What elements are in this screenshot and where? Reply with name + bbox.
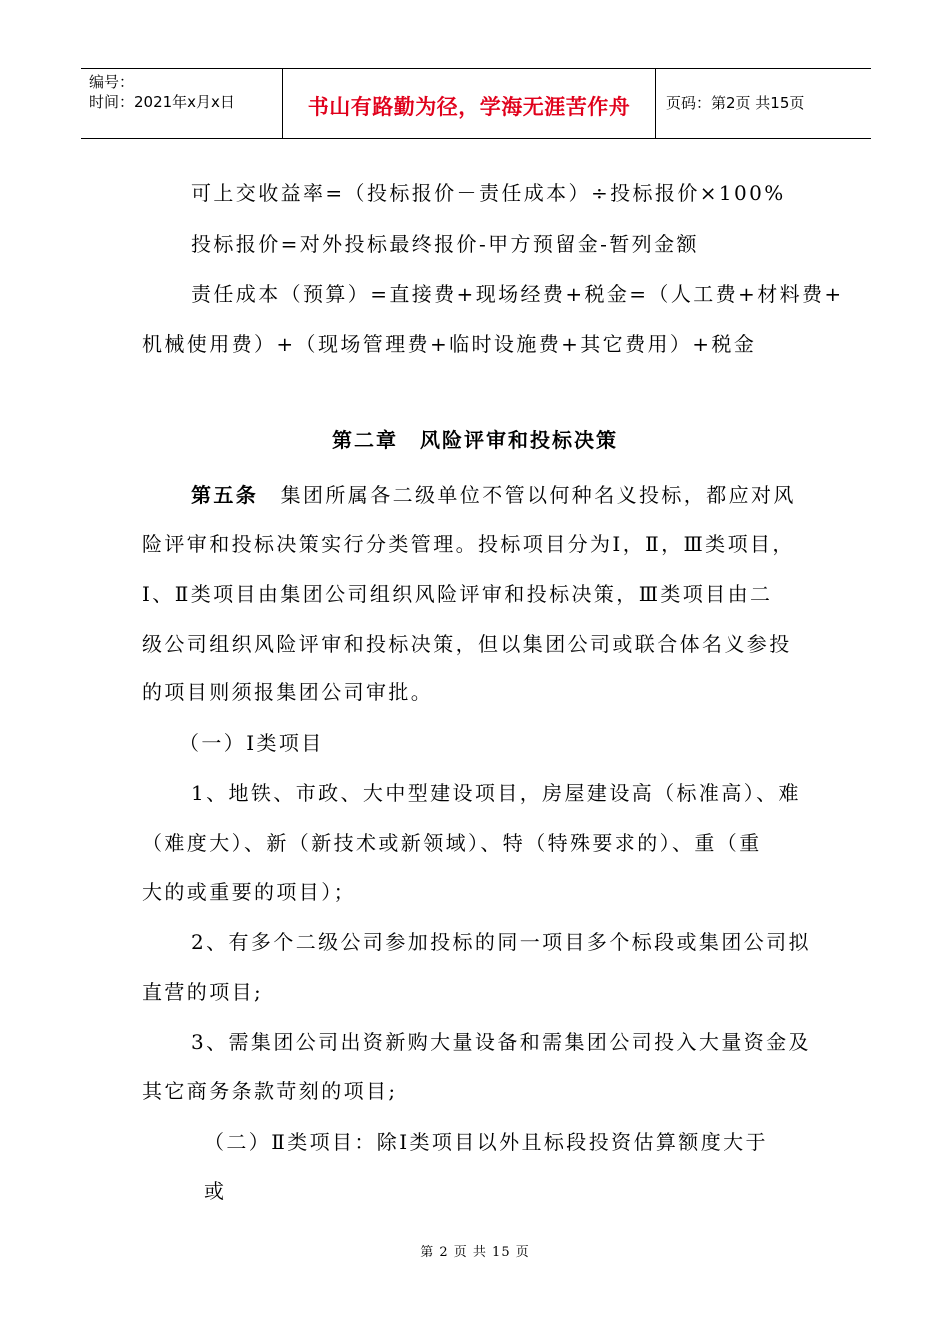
document-header <box>81 68 871 139</box>
formula-cost-line-1: 责任成本（预算）=直接费+现场经费+税金=（人工费+材料费+ <box>191 282 844 306</box>
header-page-cell <box>656 69 871 138</box>
article-5-line-5: 的项目则须报集团公司审批。 <box>142 680 434 704</box>
item-1-line-2: （难度大）、新（新技术或新领域）、特（特殊要求的）、重（重 <box>142 831 762 855</box>
page-indicator: 页码：第2页 共15页 <box>666 94 805 112</box>
item-1-line-1: 1、地铁、市政、大中型建设项目，房屋建设高（标准高）、难 <box>191 781 801 805</box>
category-2-line-1: （二）Ⅱ类项目：除Ⅰ类项目以外且标段投资估算额度大于 <box>204 1130 768 1154</box>
header-motto-cell <box>283 69 656 138</box>
item-2-line-1: 2、有多个二级公司参加投标的同一项目多个标段或集团公司拟 <box>191 930 811 954</box>
article-5-line-4: 级公司组织风险评审和投标决策，但以集团公司或联合体名义参投 <box>142 632 792 656</box>
formula-bid-price: 投标报价=对外投标最终报价-甲方预留金-暂列金额 <box>191 232 699 256</box>
chapter-title: 第二章 风险评审和投标决策 <box>332 428 618 452</box>
article-5-line-3: Ⅰ、Ⅱ类项目由集团公司组织风险评审和投标决策，Ⅲ类项目由二 <box>142 582 773 606</box>
document-number-label: 编号： <box>89 73 135 91</box>
formula-return-rate: 可上交收益率=（投标报价－责任成本）÷投标报价×100% <box>191 181 786 205</box>
item-2-line-2: 直营的项目; <box>142 980 264 1004</box>
item-3-line-2: 其它商务条款苛刻的项目; <box>142 1079 398 1103</box>
motto-text: 书山有路勤为径，学海无涯苦作舟 <box>307 95 631 119</box>
document-date: 时间：2021年x月x日 <box>89 93 235 111</box>
page-footer: 第 2 页 共 15 页 <box>420 1245 530 1260</box>
article-5-text-1: 集团所属各二级单位不管以何种名义投标，都应对风 <box>258 483 796 507</box>
category-1-heading: （一）Ⅰ类项目 <box>179 731 324 755</box>
article-5-line-1 <box>191 481 796 509</box>
item-3-line-1: 3、需集团公司出资新购大量设备和需集团公司投入大量资金及 <box>191 1030 811 1054</box>
formula-cost-line-2: 机械使用费）+（现场管理费+临时设施费+其它费用）+税金 <box>142 332 757 356</box>
header-meta-cell <box>81 69 283 138</box>
article-5-label: 第五条 <box>191 483 259 507</box>
category-2-line-2: 或 <box>204 1179 227 1203</box>
article-5-line-2: 险评审和投标决策实行分类管理。投标项目分为Ⅰ，Ⅱ，Ⅲ类项目， <box>142 532 795 556</box>
item-1-line-3: 大的或重要的项目）； <box>142 880 356 904</box>
